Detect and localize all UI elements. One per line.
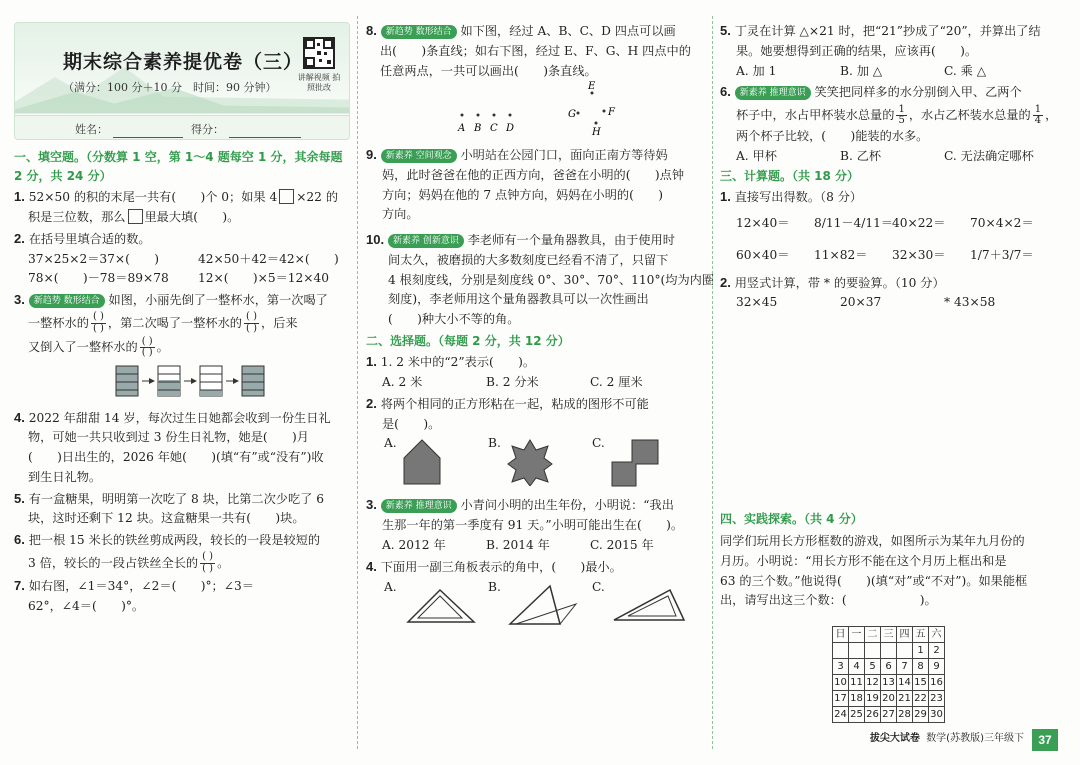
- q-text: 如图，小丽先倒了一整杯水，第一次喝了: [108, 293, 328, 308]
- option-b[interactable]: B. 2 分米: [486, 375, 539, 390]
- page-title: 期末综合素养提优卷（三）: [63, 51, 304, 73]
- calendar-header: 日 一 二 三 四 五 六: [833, 627, 945, 643]
- q-text: ( )日出生的，2026 年她( )(填“有”或“没有”)收: [28, 450, 324, 465]
- option-a[interactable]: A. 2 米: [382, 375, 423, 390]
- q-text: 笑笑把同样多的水分别倒入甲、乙两个: [814, 85, 1022, 100]
- q-text: 如下图，经过 A、B、C、D 四点可以画: [460, 24, 676, 38]
- score-label: 得分：: [191, 123, 224, 136]
- q-text: 里最大填( )。: [144, 210, 240, 225]
- fraction-blank[interactable]: $\frac{( )}{( )}$: [141, 335, 153, 359]
- topic-tag: 新素养 推理意识: [381, 499, 457, 513]
- calc-item: * 43×58: [944, 295, 996, 310]
- cups-figure: [74, 360, 374, 400]
- q-text: 月历。小明说：“用长方形不能在这个月历上框出和是: [720, 553, 1007, 568]
- point-label: A: [458, 123, 466, 135]
- option-b[interactable]: B. 乙杯: [840, 149, 882, 164]
- q-text: 有一盒糖果，明明第一次吃了 8 块，比第二次少吃了 6: [28, 491, 324, 506]
- question-7: [14, 575, 350, 617]
- q-text: 用竖式计算，带 * 的要验算。（10 分）: [734, 275, 945, 290]
- option-a[interactable]: A.: [384, 579, 397, 594]
- q-text: ，后来: [260, 315, 298, 330]
- q-text: 直接写出得数。（8 分）: [734, 190, 863, 205]
- q-text: ( )种大小不等的角。: [388, 312, 520, 327]
- column-left: [14, 22, 350, 765]
- choice-1: [366, 351, 704, 393]
- column-divider: [357, 16, 358, 749]
- q-text: 将两个相同的正方形粘在一起，粘成的图形不可能: [380, 396, 649, 411]
- q-text: 一整杯水的: [28, 315, 89, 330]
- choice-4: [366, 556, 704, 634]
- option-a[interactable]: A. 2012 年: [382, 537, 446, 552]
- calc-item: 20×37: [840, 295, 882, 310]
- question-3: [14, 289, 350, 406]
- q-text: 小明站在公园门口，面向正南方等待妈: [460, 148, 668, 163]
- q-text: 方向。: [382, 207, 419, 222]
- explore-1: [720, 532, 1056, 611]
- student-info-row: [15, 115, 349, 140]
- q-number: 2.: [720, 274, 731, 290]
- q-number: 8.: [366, 23, 377, 38]
- q-text: 刻度)，李老师用这个量角器教具可以一次性画出: [388, 292, 649, 307]
- q-text: 间太久，被磨损的大多数刻度已经看不清了，只留下: [388, 252, 669, 267]
- q-text: 小青问小明的出生年份，小明说：“我出: [460, 498, 674, 513]
- option-c[interactable]: C. 无法确定哪杯: [944, 149, 1034, 164]
- q-text: 出( )条直线；如右下图，经过 E、F、G、H 四点中的: [380, 43, 691, 58]
- q-number: 1.: [720, 189, 731, 205]
- column-middle: [366, 20, 715, 765]
- q-text: 李老师有一个量角器教具，由于使用时: [467, 233, 675, 248]
- triangle-ruler-a-icon: [404, 584, 478, 626]
- name-field[interactable]: [113, 125, 183, 138]
- option-c[interactable]: C. 2 厘米: [590, 375, 643, 390]
- q-text: 如右图，∠1＝34°，∠2＝( )°；∠3＝: [28, 579, 254, 594]
- shape-b-icon: [506, 438, 554, 486]
- option-a[interactable]: A.: [384, 436, 397, 451]
- qr-code-icon[interactable]: [303, 37, 335, 69]
- q-text: 又倒入了一整杯水的: [28, 340, 138, 355]
- topic-tag: 新素养 推理意识: [735, 86, 811, 100]
- q-number: 1.: [14, 189, 25, 205]
- triangle-ruler-c-icon: [610, 584, 688, 624]
- question-2: [14, 228, 350, 289]
- option-c[interactable]: C.: [592, 579, 605, 594]
- fraction: $\frac{1}{5}$: [898, 103, 905, 127]
- column-right: [720, 20, 1056, 765]
- point-label: F: [608, 107, 615, 119]
- equation: 12×( )×5＝12×40: [198, 271, 329, 286]
- q-text: 62°，∠4＝( )°。: [28, 599, 145, 614]
- section-heading-explore: 四、实践探索。（共 4 分）: [720, 512, 863, 526]
- choice-3: [366, 494, 704, 555]
- brand-label: 拔尖大试卷: [869, 732, 920, 744]
- point-label: B: [474, 123, 482, 135]
- q-text: 丁灵在计算 △×21 时，把“21”抄成了“20”，并算出了结: [734, 24, 1041, 38]
- topic-tag: 新素养 空间观念: [381, 149, 457, 163]
- q-text: 生那一年的第一季度有 91 天。”小明可能出生在( )。: [382, 518, 684, 533]
- q-number: 1.: [366, 354, 377, 370]
- q-text: 2022 年甜甜 14 岁，每次过生日她都会收到一份生日礼: [28, 410, 331, 425]
- subject-label: 数学(苏教版)三年级下: [926, 732, 1024, 744]
- shape-a-icon: [402, 438, 442, 486]
- choice-6: 6. 新素养 推理意识 笑笑把同样多的水分别倒入甲、乙两个 杯子中，水占甲杯装水总量的 $\frac{1}{5}$ ，水占乙杯装水总量的 $\frac{1}{4}$ ， 两个杯子比较，( )能装的水多。 A. 甲杯 B. 乙杯 C. 无法确定哪杯: [720, 81, 1056, 167]
- topic-tag: 新素养 创新意识: [388, 234, 464, 248]
- q-text: 4 根刻度线，分别是刻度线 0°、30°、70°、110°(均为内圈: [388, 272, 715, 287]
- section-heading-calc: 三、计算题。（共 18 分）: [720, 169, 860, 183]
- q-text: 同学们玩用长方形框数的游戏，如图所示为某年九月份的: [720, 534, 1025, 548]
- q-text: 3 倍，较长的一段占铁丝全长的: [28, 555, 199, 570]
- q-number: 2.: [366, 395, 377, 411]
- q-text: 在括号里填合适的数。: [28, 231, 151, 246]
- q-text: ，第二次喝了一整杯水的: [107, 315, 242, 330]
- q-number: 3.: [14, 292, 25, 308]
- column-divider: [712, 16, 713, 749]
- topic-tag: 新趋势 数形结合: [29, 294, 105, 308]
- q-number: 4.: [14, 409, 25, 425]
- q-number: 7.: [14, 578, 25, 594]
- question-9: [366, 144, 704, 225]
- q-text: 是( )。: [382, 416, 441, 431]
- q-number: 6.: [14, 532, 25, 548]
- q-text: 52×50 的积的末尾一共有( )个 0；如果 4: [28, 190, 278, 205]
- option-c[interactable]: C. 2015 年: [590, 537, 654, 552]
- q-number: 5.: [720, 23, 731, 38]
- q-number: 9.: [366, 147, 377, 163]
- question-5: [14, 488, 350, 530]
- question-4: [14, 407, 350, 488]
- q-text: 。: [156, 340, 169, 355]
- point-label: H: [592, 127, 601, 138]
- score-field[interactable]: [229, 125, 301, 138]
- fraction-blank[interactable]: $\frac{( )}{( )}$: [245, 311, 257, 334]
- calc-item: 8/11－4/11＝: [814, 216, 894, 231]
- calc-2: [720, 272, 1056, 314]
- equation: 37×25×2＝37×( ): [28, 251, 159, 266]
- q-text: ，水占乙杯装水总量的: [908, 108, 1031, 123]
- q-text: ×22 的: [296, 190, 339, 205]
- equation: 42×50＋42＝42×( ): [198, 251, 339, 266]
- cup-icon: [116, 366, 138, 396]
- question-6: [14, 529, 350, 575]
- exam-meta: （满分：100 分＋10 分 时间：90 分钟）: [63, 81, 277, 94]
- calendar-row: 10 11 12 13 14 15 16: [833, 675, 945, 691]
- q-text: 妈，此时爸爸在他的正西方向，爸爸在小明的( )点钟: [382, 167, 685, 182]
- option-b[interactable]: B.: [488, 436, 501, 451]
- q-text: 积是三位数，那么: [28, 210, 126, 225]
- question-1: [14, 186, 350, 228]
- triangle-ruler-b-icon: [506, 580, 580, 628]
- option-b[interactable]: B.: [488, 579, 501, 594]
- calc-1: [720, 186, 1056, 271]
- q-text: 两个杯子比较，( )能装的水多。: [736, 129, 929, 144]
- section-heading-fill: 一、填空题。（分数算 1 空，第 1～4 题每空 1 分，其余每题 2 分，共 24 分）: [14, 150, 343, 184]
- q-text: 把一根 15 米长的铁丝剪成两段，较长的一段是较短的: [28, 533, 321, 548]
- q-text: 63 的三个数。”他说得( )(填“对”或“不对”)。如果能框: [720, 573, 1028, 588]
- q-text: 块，这时还剩下 12 块。这盒糖果一共有( )块。: [28, 511, 305, 526]
- choice-2: [366, 393, 704, 491]
- cup-icon: [242, 366, 264, 396]
- question-10: [366, 229, 715, 330]
- cup-icon: [200, 366, 222, 396]
- qr-caption: 讲解视频 拍照批改: [297, 73, 341, 93]
- cup-icon: [158, 366, 180, 396]
- section-heading-choice: 二、选择题。（每题 2 分，共 12 分）: [366, 333, 570, 348]
- option-b[interactable]: B. 2014 年: [486, 537, 550, 552]
- option-a[interactable]: A. 加 1: [736, 63, 777, 78]
- q-text: 下面用一副三角板表示的角中，( )最小。: [380, 559, 622, 574]
- calc-item: 11×82＝: [814, 247, 868, 262]
- q-number: 4.: [366, 558, 377, 574]
- calendar-table: [832, 626, 945, 723]
- fraction-blank[interactable]: $\frac{( )}{( )}$: [92, 311, 104, 334]
- q-text: 出，请写出这三个数：( )。: [720, 593, 937, 608]
- q-text: 到生日礼物。: [28, 469, 102, 484]
- q-text: 方向；妈妈在他的 7 点钟方向，妈妈在小明的( ): [382, 187, 663, 202]
- calendar-row: 3 4 5 6 7 8 9: [833, 659, 945, 675]
- name-label: 姓名：: [75, 123, 108, 136]
- title-banner: [14, 22, 350, 140]
- point-label: D: [506, 123, 515, 135]
- blank-box[interactable]: [128, 209, 143, 224]
- calc-item: 32×45: [736, 295, 778, 310]
- fraction-blank[interactable]: $\frac{( )}{( )}$: [202, 551, 214, 574]
- calc-item: 32×30＝: [892, 247, 946, 262]
- q-number: 10.: [366, 232, 385, 248]
- equation: 78×( )－78＝89×78: [28, 271, 169, 286]
- calendar-row: 1 2: [833, 643, 945, 659]
- calc-item: 40×22＝: [892, 216, 946, 231]
- q-number: 6.: [720, 84, 731, 100]
- question-8: [366, 20, 704, 144]
- q-text: 果。她要想得到正确的结果，应该再( )。: [736, 43, 978, 58]
- option-a[interactable]: A. 甲杯: [736, 149, 777, 164]
- topic-tag: 新趋势 数形结合: [381, 25, 457, 39]
- q-text: 物，可她一共只收到过 3 份生日礼物，她是( )月: [28, 430, 309, 445]
- calc-item: 12×40＝: [736, 216, 790, 231]
- points-figure: [366, 81, 696, 137]
- q-number: 2.: [14, 230, 25, 246]
- page-number: 37: [1032, 729, 1058, 751]
- q-text: 杯子中，水占甲杯装水总量的: [736, 108, 895, 123]
- option-c[interactable]: C. 乘 △: [944, 63, 987, 78]
- calendar-row: 17 18 19 20 21 22 23: [833, 691, 945, 707]
- choice-5: [720, 20, 1056, 81]
- q-text: 。: [217, 555, 230, 570]
- option-c[interactable]: C.: [592, 436, 605, 451]
- point-label: C: [490, 123, 498, 135]
- calc-item: 70×4×2＝: [970, 216, 1034, 231]
- calc-item: 60×40＝: [736, 247, 790, 262]
- shape-c-icon: [610, 438, 660, 488]
- point-label: E: [588, 81, 596, 93]
- point-label: G: [568, 109, 576, 121]
- option-b[interactable]: B. 加 △: [840, 63, 883, 78]
- blank-box[interactable]: [279, 189, 294, 204]
- calendar-row: 24 25 26 27 28 29 30: [833, 707, 945, 723]
- q-number: 3.: [366, 497, 377, 513]
- fraction: $\frac{1}{4}$: [1034, 103, 1042, 127]
- q-number: 5.: [14, 490, 25, 506]
- footer: [870, 731, 1024, 747]
- calc-item: 1/7＋3/7＝: [970, 247, 1034, 262]
- q-text: 1. 2 米中的“2”表示( )。: [380, 355, 536, 370]
- q-text: 任意两点，一共可以画出( )条直线。: [380, 63, 597, 78]
